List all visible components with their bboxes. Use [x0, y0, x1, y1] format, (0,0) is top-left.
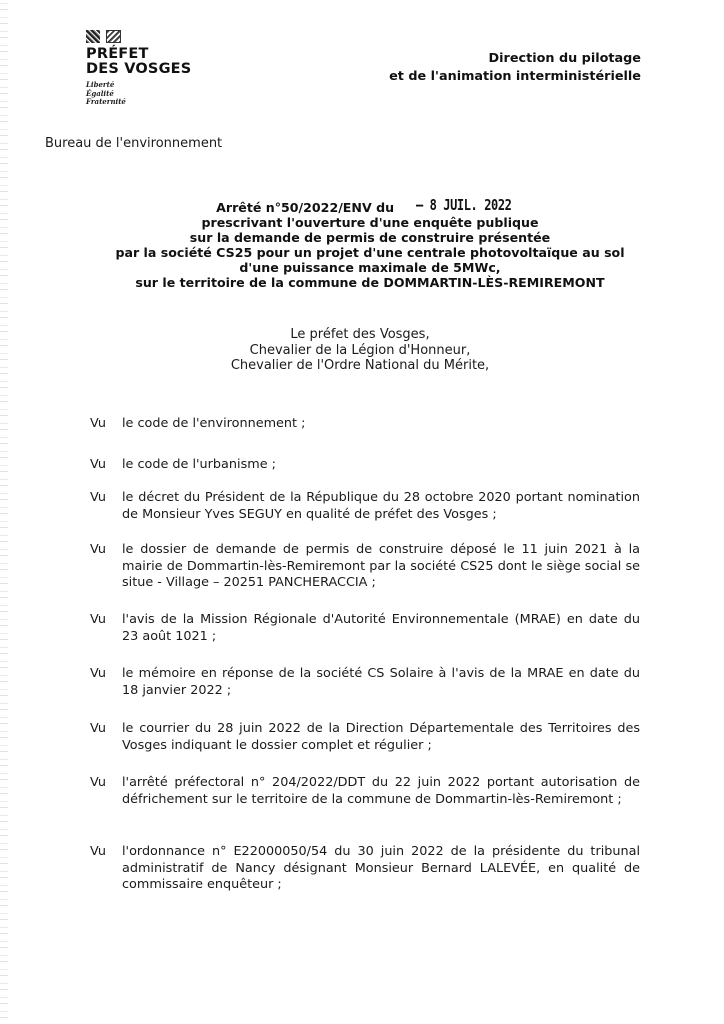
date-stamp: – 8 JUIL. 2022	[416, 196, 512, 214]
visa-label: Vu	[90, 721, 106, 736]
motto-liberte: Liberté	[86, 80, 115, 89]
visa-text: le décret du Président de la République du 28 octobre 2020 portant nomination de Monsieur Yves SEGUY en qualité de préfet des Vosges ;	[122, 490, 640, 522]
direction-line1: Direction du pilotage	[488, 51, 641, 66]
title-line: d'une puissance maximale de 5MWc,	[239, 260, 501, 275]
prefecture-logo	[86, 30, 191, 107]
marianne-mark-icon	[106, 30, 121, 43]
motto-fraternite: Fraternité	[86, 97, 126, 106]
title-line: sur le territoire de la commune de DOMMARTIN-LÈS-REMIREMONT	[135, 275, 605, 290]
visa-text: le code de l'environnement ;	[122, 416, 306, 431]
title-line: par la société CS25 pour un projet d'une centrale photovoltaïque au sol	[115, 245, 625, 260]
title-line: prescrivant l'ouverture d'une enquête publique	[201, 215, 539, 230]
visa-label: Vu	[90, 666, 106, 681]
visa-label: Vu	[90, 775, 106, 790]
logo-title-line1: PRÉFET	[86, 46, 149, 62]
visa-text: le courrier du 28 juin 2022 de la Direction Départementale des Territoires des Vosges indiquant le dossier complet et régulier ;	[122, 721, 640, 753]
visa-text: le code de l'urbanisme ;	[122, 457, 276, 472]
visa-label: Vu	[90, 612, 106, 627]
visa-item	[90, 542, 640, 592]
arrete-title	[80, 196, 660, 290]
republic-motto	[86, 81, 191, 107]
marianne-logo-icon	[86, 30, 191, 44]
prefet-line: Le préfet des Vosges,	[290, 327, 430, 342]
arrete-number: Arrêté n°50/2022/ENV du	[216, 200, 395, 215]
bureau-label: Bureau de l'environnement	[45, 136, 223, 151]
scan-edge-artifact	[0, 0, 8, 1024]
visa-text: l'ordonnance n° E22000050/54 du 30 juin 2022 de la présidente du tribunal administratif de Nancy désignant Monsieur Bernard LALEVÉE, en qualité de commissaire enquêteur ;	[122, 844, 640, 892]
visa-text: l'arrêté préfectoral n° 204/2022/DDT du 22 juin 2022 portant autorisation de défrichement sur le territoire de la commune de Dommartin-lès-Remiremont ;	[122, 775, 640, 807]
visa-text: l'avis de la Mission Régionale d'Autorité Environnementale (MRAE) en date du 23 août 1021 ;	[122, 612, 640, 644]
visa-text: le mémoire en réponse de la société CS Solaire à l'avis de la MRAE en date du 18 janvier 2022 ;	[122, 666, 640, 698]
motto-egalite: Égalité	[86, 88, 114, 98]
visa-label: Vu	[90, 490, 106, 505]
arrete-number-line	[80, 196, 660, 215]
visa-item	[90, 416, 640, 433]
visa-item	[90, 844, 640, 894]
visa-item	[90, 775, 640, 808]
title-line: sur la demande de permis de construire présentée	[189, 230, 551, 245]
prefet-titles	[150, 327, 570, 374]
visa-item	[90, 490, 640, 523]
visa-item	[90, 666, 640, 699]
direction-line2: et de l'animation interministérielle	[389, 69, 641, 84]
visa-item	[90, 612, 640, 645]
visa-item	[90, 457, 640, 474]
visa-text: le dossier de demande de permis de construire déposé le 11 juin 2021 à la mairie de Dommartin-lès-Remiremont par la société CS25 dont le siège social se situe - Village – 20251 PANCHERACCIA ;	[122, 542, 640, 590]
visa-item	[90, 721, 640, 754]
visa-label: Vu	[90, 457, 106, 472]
visa-label: Vu	[90, 542, 106, 557]
prefet-line: Chevalier de la Légion d'Honneur,	[249, 342, 471, 358]
issuing-direction	[389, 50, 641, 86]
logo-title-line2: DES VOSGES	[86, 61, 192, 77]
visa-label: Vu	[90, 844, 106, 859]
flag-mark-icon	[86, 30, 100, 43]
visa-label: Vu	[90, 416, 106, 431]
prefet-line: Chevalier de l'Ordre National du Mérite,	[230, 358, 490, 373]
